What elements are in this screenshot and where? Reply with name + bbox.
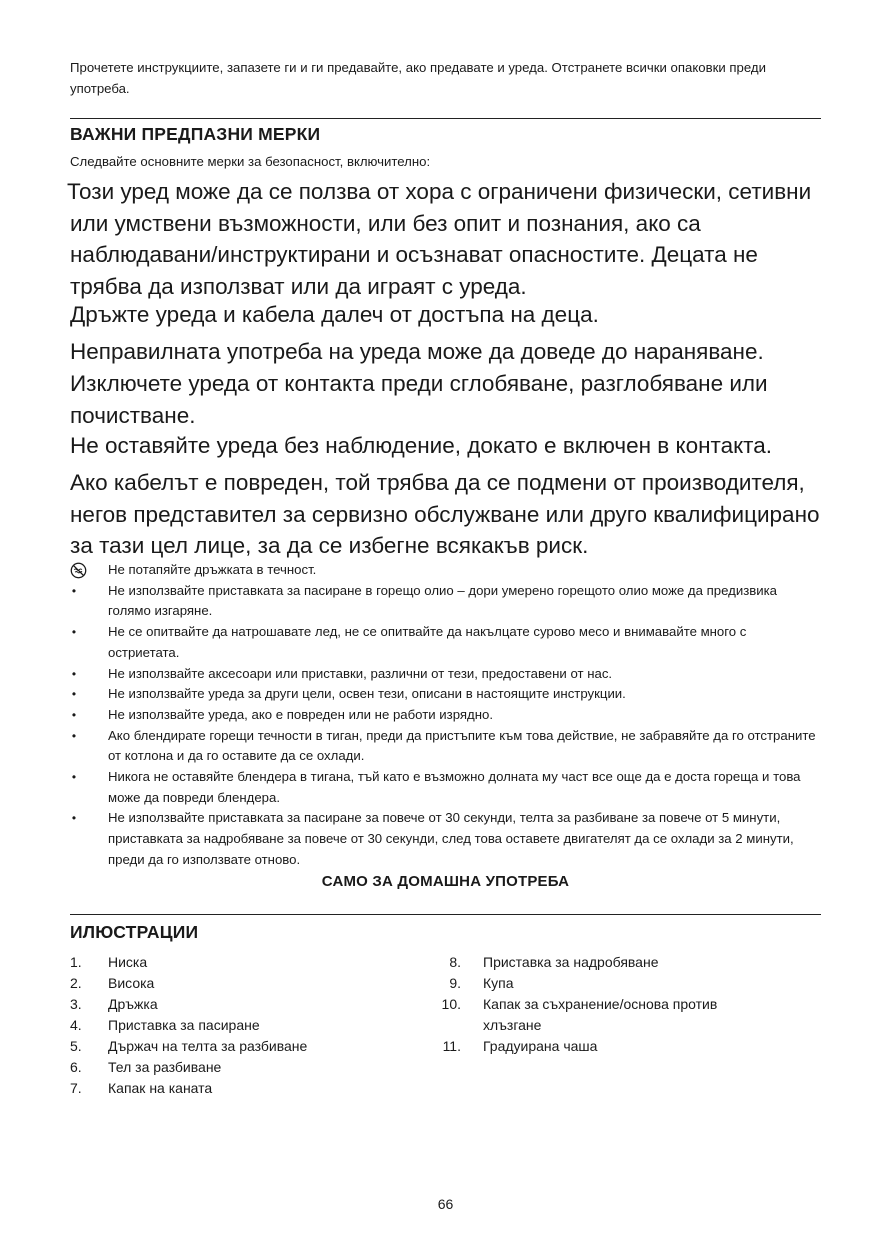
item-label: Висока bbox=[108, 975, 155, 991]
warning-paragraph: Неправилната употреба на уреда може да доведе до нараняване. bbox=[70, 339, 764, 364]
page-number: 66 bbox=[437, 1196, 454, 1212]
warning-paragraph: Този уред може да се ползва от хора с ограничени физически, сетивни или умствени възможности, или без опит и познания, ако са наблюдавани/инструктирани и осъзнават опасностите. Децата не трябва да използват или да играят с уреда. bbox=[67, 179, 812, 299]
item-number: 1. bbox=[70, 954, 82, 970]
list-item-text: Не потапяйте дръжката в течност. bbox=[108, 562, 317, 577]
item-label: Капак на каната bbox=[108, 1080, 213, 1096]
illustration-item bbox=[445, 952, 785, 973]
item-label: Купа bbox=[483, 975, 514, 991]
list-item-text: Не използвайте приставката за пасиране за повече от 30 секунди, телта за разбиване за повече от 5 минути, приставката за надробяване за повече от 30 секунди, след това оставете двигателят да се охлади за 2 минути, преди да го използвате отново. bbox=[108, 810, 794, 867]
list-item bbox=[70, 808, 821, 870]
warning-paragraph: Ако кабелът е повреден, той трябва да се подмени от производителя, негов представител за сервизно обслужване или друго квалифицирано за тази цел лице, за да се избегне всякакъв риск. bbox=[70, 470, 820, 558]
list-item bbox=[70, 726, 821, 767]
list-item-text: Не използвайте уреда, ако е повреден или не работи изрядно. bbox=[108, 706, 493, 722]
item-label: Ниска bbox=[108, 954, 148, 970]
precautions-list bbox=[70, 560, 821, 871]
item-label: Приставка за пасиране bbox=[108, 1017, 260, 1033]
list-item-text: Никога не оставяйте блендера в тигана, тъй като е възможно долната му част все още да е доста гореща и това може да повреди блендера. bbox=[108, 769, 801, 805]
list-item bbox=[70, 560, 821, 581]
list-item bbox=[70, 664, 821, 685]
warning-paragraph: Изключете уреда от контакта преди сглобяване, разглобяване или почистване. bbox=[70, 371, 768, 428]
section-divider bbox=[70, 914, 821, 915]
illustration-item bbox=[70, 1078, 410, 1099]
item-number: 8. bbox=[449, 954, 461, 970]
home-use-notice: САМО ЗА ДОМАШНА УПОТРЕБА bbox=[321, 873, 570, 890]
illustrations-list-left bbox=[70, 952, 410, 1099]
item-label: Дръжка bbox=[108, 996, 158, 1012]
bullet-marker: • bbox=[71, 707, 77, 722]
item-number: 6. bbox=[70, 1059, 82, 1075]
item-number: 3. bbox=[70, 996, 82, 1012]
safety-subtitle: Следвайте основните мерки за безопасност, включително: bbox=[70, 154, 431, 169]
illustration-item bbox=[70, 1057, 410, 1078]
warning-paragraph: Дръжте уреда и кабела далеч от достъпа на деца. bbox=[70, 302, 599, 327]
illustrations-title: ИЛЮСТРАЦИИ bbox=[70, 922, 199, 942]
item-number: 4. bbox=[70, 1017, 82, 1033]
illustration-item bbox=[442, 1036, 785, 1057]
list-item bbox=[70, 622, 821, 663]
list-item-text: Ако блендирате горещи течности в тиган, преди да пристъпите към това действие, не забравяйте да го отстраните от котлона и да го оставите да се охлади. bbox=[108, 727, 816, 764]
illustration-item bbox=[445, 973, 785, 994]
illustrations-list-right bbox=[441, 952, 785, 1057]
item-label: Тел за разбиване bbox=[108, 1059, 222, 1075]
item-number: 2. bbox=[70, 975, 82, 991]
bullet-marker: • bbox=[71, 687, 77, 702]
warning-paragraph: Не оставяйте уреда без наблюдение, докато е включен в контакта. bbox=[70, 433, 773, 458]
list-item bbox=[70, 767, 821, 808]
list-item bbox=[70, 581, 821, 622]
list-item-text: Не използвайте аксесоари или приставки, различни от тези, предоставени от нас. bbox=[108, 665, 613, 681]
item-number: 7. bbox=[70, 1080, 82, 1096]
illustration-item bbox=[70, 994, 410, 1015]
bullet-marker: • bbox=[71, 728, 77, 743]
bullet-marker: • bbox=[71, 666, 77, 681]
illustration-item bbox=[70, 973, 410, 994]
list-item-text: Не се опитвайте да натрошавате лед, не се опитвайте да накълцате сурово месо и внимавайте много с остриетата. bbox=[108, 624, 747, 660]
list-item-text: Не използвайте приставката за пасиране в горещо олио – дори умерено горещото олио може да предизвика голямо изгаряне. bbox=[108, 582, 778, 619]
item-number: 9. bbox=[449, 975, 461, 991]
intro-text: Прочетете инструкциите, запазете ги и ги предавайте, ако предавате и уреда. Отстранете всички опаковки преди употреба. bbox=[70, 60, 766, 96]
list-item-text: Не използвайте уреда за други цели, освен тези, описани в настоящите инструкции. bbox=[108, 686, 626, 702]
safety-title: ВАЖНИ ПРЕДПАЗНИ МЕРКИ bbox=[70, 124, 321, 144]
section-divider bbox=[70, 118, 821, 119]
illustration-item bbox=[70, 1036, 410, 1057]
illustration-item bbox=[70, 1015, 410, 1036]
illustration-item bbox=[70, 952, 410, 973]
bullet-marker: • bbox=[71, 770, 77, 785]
item-number: 10. bbox=[441, 996, 461, 1012]
list-item bbox=[70, 684, 821, 705]
bullet-marker: • bbox=[71, 625, 77, 640]
bullet-marker: • bbox=[71, 811, 77, 826]
item-number: 5. bbox=[70, 1038, 82, 1054]
item-label: Държач на телта за разбиване bbox=[108, 1038, 308, 1054]
illustration-item bbox=[441, 994, 773, 1036]
item-number: 11. bbox=[442, 1038, 461, 1054]
no-immerse-icon bbox=[70, 562, 87, 579]
item-label: Приставка за надробяване bbox=[483, 954, 659, 970]
list-item bbox=[70, 705, 821, 726]
bullet-marker: • bbox=[71, 583, 77, 598]
item-label: Градуирана чаша bbox=[483, 1038, 598, 1054]
item-label: Капак за съхранение/основа против хлъзгане bbox=[483, 996, 718, 1033]
